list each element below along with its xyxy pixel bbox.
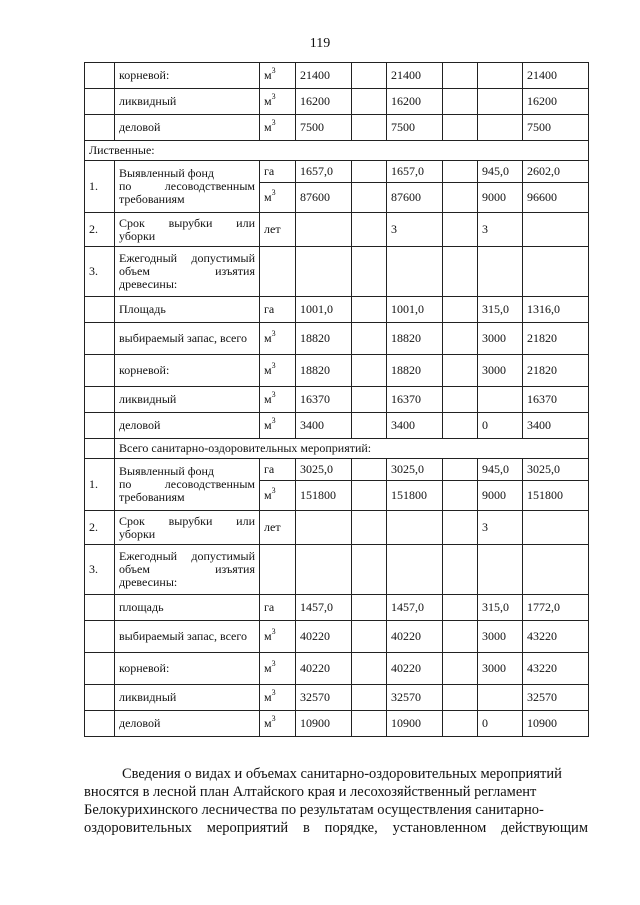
value-cell: 87600: [387, 183, 443, 213]
value-cell: [443, 355, 478, 387]
value-cell: 7500: [296, 115, 352, 141]
table-row: [85, 595, 589, 621]
num-cell: 1.: [85, 161, 115, 213]
value-cell: 3400: [387, 413, 443, 439]
value-cell: 3: [478, 511, 523, 545]
value-cell: 1657,0: [296, 161, 352, 183]
value-cell: 7500: [387, 115, 443, 141]
unit-cell: [260, 63, 296, 89]
table-row: [85, 685, 589, 711]
value-cell: 3025,0: [387, 459, 443, 481]
value-cell: 1316,0: [523, 297, 589, 323]
value-cell: 1457,0: [387, 595, 443, 621]
value-cell: [352, 481, 387, 511]
value-cell: [478, 387, 523, 413]
value-cell: [260, 247, 296, 297]
value-cell: 9000: [478, 183, 523, 213]
value-cell: 40220: [387, 621, 443, 653]
value-cell: [387, 545, 443, 595]
value-cell: [352, 595, 387, 621]
value-cell: [352, 685, 387, 711]
unit-superscript: 3: [271, 486, 276, 495]
unit-cell: [260, 413, 296, 439]
value-cell: 18820: [296, 355, 352, 387]
value-cell: [478, 247, 523, 297]
value-cell: [352, 653, 387, 685]
unit-text: м: [264, 661, 272, 675]
indicator-name-line: объем изъятия: [119, 264, 255, 278]
indicator-name: площадь: [115, 595, 260, 621]
value-cell: 32570: [296, 685, 352, 711]
value-cell: 10900: [387, 711, 443, 737]
unit-text: м: [264, 690, 272, 704]
value-cell: 1001,0: [387, 297, 443, 323]
value-cell: 96600: [523, 183, 589, 213]
value-cell: [443, 247, 478, 297]
value-cell: [387, 247, 443, 297]
unit-text: м: [264, 418, 272, 432]
indicator-name-line: уборки: [119, 526, 156, 541]
value-cell: 21400: [387, 63, 443, 89]
indicator-name: [115, 161, 260, 213]
num-cell: [85, 621, 115, 653]
unit-cell: га: [260, 459, 296, 481]
value-cell: 3000: [478, 323, 523, 355]
indicator-name-line: объем изъятия: [119, 562, 255, 576]
unit-text: м: [264, 68, 272, 82]
value-cell: 10900: [296, 711, 352, 737]
value-cell: 7500: [523, 115, 589, 141]
unit-cell: га: [260, 161, 296, 183]
table-row: [85, 161, 589, 183]
unit-text: м: [264, 488, 272, 502]
value-cell: [443, 685, 478, 711]
value-cell: 3400: [523, 413, 589, 439]
value-cell: [352, 387, 387, 413]
value-cell: 21820: [523, 355, 589, 387]
value-cell: 43220: [523, 653, 589, 685]
indicator-name-line: по лесоводственным: [119, 477, 255, 491]
value-cell: 16200: [387, 89, 443, 115]
unit-cell: [260, 711, 296, 737]
value-cell: [352, 161, 387, 183]
unit-text: м: [264, 94, 272, 108]
unit-superscript: 3: [271, 659, 276, 668]
indicator-name: деловой: [115, 115, 260, 141]
value-cell: [523, 247, 589, 297]
unit-superscript: 3: [271, 118, 276, 127]
value-cell: 9000: [478, 481, 523, 511]
indicator-name: деловой: [115, 711, 260, 737]
value-cell: [352, 621, 387, 653]
value-cell: 1457,0: [296, 595, 352, 621]
value-cell: 151800: [523, 481, 589, 511]
unit-cell: [260, 297, 296, 323]
unit-superscript: 3: [271, 627, 276, 636]
value-cell: [443, 183, 478, 213]
value-cell: [443, 653, 478, 685]
table-row: [85, 247, 589, 297]
num-cell: 3.: [85, 545, 115, 595]
unit-cell: [260, 323, 296, 355]
value-cell: [260, 545, 296, 595]
num-cell: [85, 595, 115, 621]
indicator-name-line: Срок вырубки или: [119, 513, 255, 528]
value-cell: [443, 63, 478, 89]
unit-superscript: 3: [271, 329, 276, 338]
value-cell: [352, 213, 387, 247]
table-row: [85, 439, 589, 459]
num-cell: 2.: [85, 213, 115, 247]
unit-text: м: [264, 629, 272, 643]
table-row: [85, 413, 589, 439]
value-cell: 18820: [387, 323, 443, 355]
value-cell: 10900: [523, 711, 589, 737]
indicator-name: [115, 511, 260, 545]
value-cell: [443, 595, 478, 621]
indicator-name: ликвидный: [115, 89, 260, 115]
value-cell: [443, 213, 478, 247]
value-cell: [523, 511, 589, 545]
table-row: [85, 323, 589, 355]
unit-superscript: 3: [271, 390, 276, 399]
paragraph-line: оздоровительных мероприятий в порядке, установленном действующим: [84, 820, 588, 836]
value-cell: 32570: [387, 685, 443, 711]
table-row: [85, 355, 589, 387]
value-cell: 43220: [523, 621, 589, 653]
indicator-name: [115, 545, 260, 595]
num-cell: [85, 355, 115, 387]
unit-cell: [260, 685, 296, 711]
indicator-name: корневой:: [115, 653, 260, 685]
num-cell: 2.: [85, 511, 115, 545]
table-row: [85, 621, 589, 653]
value-cell: [443, 115, 478, 141]
value-cell: 0: [478, 413, 523, 439]
value-cell: [523, 545, 589, 595]
value-cell: 3: [387, 213, 443, 247]
value-cell: 16200: [523, 89, 589, 115]
indicator-name: [115, 459, 260, 511]
table-row: [85, 653, 589, 685]
table-row: [85, 459, 589, 481]
unit-text: м: [264, 120, 272, 134]
paragraph-line: вносятся в лесной план Алтайского края и лесохозяйственный регламент: [84, 784, 537, 800]
value-cell: [352, 247, 387, 297]
value-cell: 3: [478, 213, 523, 247]
value-cell: [296, 545, 352, 595]
unit-cell: [260, 115, 296, 141]
page-number: 119: [309, 36, 331, 51]
unit-cell: [260, 387, 296, 413]
value-cell: [352, 355, 387, 387]
value-cell: [352, 413, 387, 439]
value-cell: 87600: [296, 183, 352, 213]
unit-cell: [260, 621, 296, 653]
closing-paragraph: [84, 765, 588, 837]
value-cell: [478, 685, 523, 711]
unit-cell: [260, 653, 296, 685]
value-cell: 945,0: [478, 459, 523, 481]
unit-text: м: [264, 190, 272, 204]
value-cell: [296, 213, 352, 247]
unit-text: м: [264, 392, 272, 406]
value-cell: 3000: [478, 355, 523, 387]
value-cell: [443, 481, 478, 511]
value-cell: [443, 387, 478, 413]
value-cell: [352, 323, 387, 355]
indicator-name: ликвидный: [115, 387, 260, 413]
indicator-name-line: древесины:: [119, 277, 178, 291]
value-cell: 18820: [296, 323, 352, 355]
table-row: [85, 511, 589, 545]
table-row: [85, 115, 589, 141]
num-cell: [85, 297, 115, 323]
value-cell: 1001,0: [296, 297, 352, 323]
value-cell: [478, 545, 523, 595]
unit-text: га: [264, 600, 275, 614]
value-cell: 315,0: [478, 595, 523, 621]
value-cell: [296, 511, 352, 545]
num-cell: [85, 439, 115, 459]
indicator-name: выбираемый запас, всего: [115, 621, 260, 653]
unit-cell: [260, 89, 296, 115]
indicator-name-line: по лесоводственным: [119, 179, 255, 193]
unit-text: м: [264, 331, 272, 345]
value-cell: 16370: [296, 387, 352, 413]
value-cell: 1657,0: [387, 161, 443, 183]
num-cell: [85, 63, 115, 89]
paragraph-line: Белокурихинского лесничества по результатам осуществления санитарно-: [84, 802, 544, 818]
table-row: [85, 387, 589, 413]
section-title: Всего санитарно-оздоровительных мероприятий:: [115, 439, 589, 459]
value-cell: [443, 89, 478, 115]
value-cell: [443, 621, 478, 653]
value-cell: 1772,0: [523, 595, 589, 621]
table-row: [85, 545, 589, 595]
value-cell: 40220: [296, 621, 352, 653]
num-cell: [85, 711, 115, 737]
value-cell: [443, 511, 478, 545]
indicator-name-line: Выявленный фонд: [119, 464, 215, 478]
value-cell: [352, 89, 387, 115]
indicator-name: ликвидный: [115, 685, 260, 711]
value-cell: [443, 711, 478, 737]
value-cell: [443, 323, 478, 355]
unit-superscript: 3: [271, 714, 276, 723]
value-cell: 40220: [387, 653, 443, 685]
unit-superscript: 3: [271, 361, 276, 370]
unit-cell: [260, 183, 296, 213]
unit-superscript: 3: [271, 66, 276, 75]
num-cell: [85, 115, 115, 141]
forest-measures-table: [84, 62, 589, 737]
value-cell: [352, 459, 387, 481]
num-cell: 1.: [85, 459, 115, 511]
value-cell: [352, 711, 387, 737]
value-cell: [478, 115, 523, 141]
indicator-name: выбираемый запас, всего: [115, 323, 260, 355]
value-cell: [478, 63, 523, 89]
indicator-name-line: требованиям: [119, 490, 185, 504]
value-cell: [443, 161, 478, 183]
num-cell: [85, 387, 115, 413]
value-cell: 40220: [296, 653, 352, 685]
num-cell: [85, 685, 115, 711]
value-cell: 21400: [523, 63, 589, 89]
num-cell: [85, 323, 115, 355]
unit-text: га: [264, 302, 275, 316]
unit-cell: [260, 355, 296, 387]
indicator-name-line: уборки: [119, 228, 156, 243]
value-cell: 3025,0: [296, 459, 352, 481]
num-cell: [85, 653, 115, 685]
indicator-name: деловой: [115, 413, 260, 439]
indicator-name: корневой:: [115, 63, 260, 89]
value-cell: 32570: [523, 685, 589, 711]
value-cell: [352, 511, 387, 545]
value-cell: 2602,0: [523, 161, 589, 183]
value-cell: [478, 89, 523, 115]
value-cell: [443, 297, 478, 323]
unit-cell: лет: [260, 511, 296, 545]
unit-text: м: [264, 363, 272, 377]
indicator-name-line: требованиям: [119, 192, 185, 206]
num-cell: [85, 413, 115, 439]
table-row: [85, 89, 589, 115]
indicator-name: [115, 247, 260, 297]
value-cell: [443, 413, 478, 439]
indicator-name: Площадь: [115, 297, 260, 323]
value-cell: 315,0: [478, 297, 523, 323]
num-cell: [85, 89, 115, 115]
value-cell: 0: [478, 711, 523, 737]
value-cell: [443, 459, 478, 481]
table-row: [85, 141, 589, 161]
value-cell: [443, 545, 478, 595]
value-cell: [387, 511, 443, 545]
indicator-name-line: Срок вырубки или: [119, 215, 255, 230]
unit-superscript: 3: [271, 688, 276, 697]
value-cell: [352, 297, 387, 323]
value-cell: 16200: [296, 89, 352, 115]
value-cell: 3000: [478, 621, 523, 653]
value-cell: 3025,0: [523, 459, 589, 481]
value-cell: [352, 115, 387, 141]
value-cell: 21820: [523, 323, 589, 355]
value-cell: 3000: [478, 653, 523, 685]
indicator-name-line: Ежегодный допустимый: [119, 251, 255, 265]
value-cell: 3400: [296, 413, 352, 439]
num-cell: 3.: [85, 247, 115, 297]
value-cell: [352, 545, 387, 595]
value-cell: 151800: [387, 481, 443, 511]
unit-cell: лет: [260, 213, 296, 247]
unit-text: м: [264, 716, 272, 730]
value-cell: [352, 63, 387, 89]
value-cell: 945,0: [478, 161, 523, 183]
indicator-name-line: Выявленный фонд: [119, 166, 215, 180]
indicator-name-line: Ежегодный допустимый: [119, 549, 255, 563]
unit-cell: [260, 595, 296, 621]
unit-cell: [260, 481, 296, 511]
table-row: [85, 213, 589, 247]
value-cell: [523, 213, 589, 247]
value-cell: [352, 183, 387, 213]
indicator-name: корневой:: [115, 355, 260, 387]
value-cell: 18820: [387, 355, 443, 387]
table-row: [85, 711, 589, 737]
value-cell: 151800: [296, 481, 352, 511]
value-cell: 16370: [523, 387, 589, 413]
value-cell: 16370: [387, 387, 443, 413]
indicator-name-line: древесины:: [119, 575, 178, 589]
paragraph-line: Сведения о видах и объемах санитарно-оздоровительных мероприятий: [122, 766, 562, 782]
indicator-name: [115, 213, 260, 247]
unit-superscript: 3: [271, 92, 276, 101]
unit-superscript: 3: [271, 416, 276, 425]
value-cell: 21400: [296, 63, 352, 89]
value-cell: [296, 247, 352, 297]
table-row: [85, 63, 589, 89]
table-row: [85, 297, 589, 323]
unit-superscript: 3: [271, 188, 276, 197]
section-title: Лиственные:: [85, 141, 589, 161]
